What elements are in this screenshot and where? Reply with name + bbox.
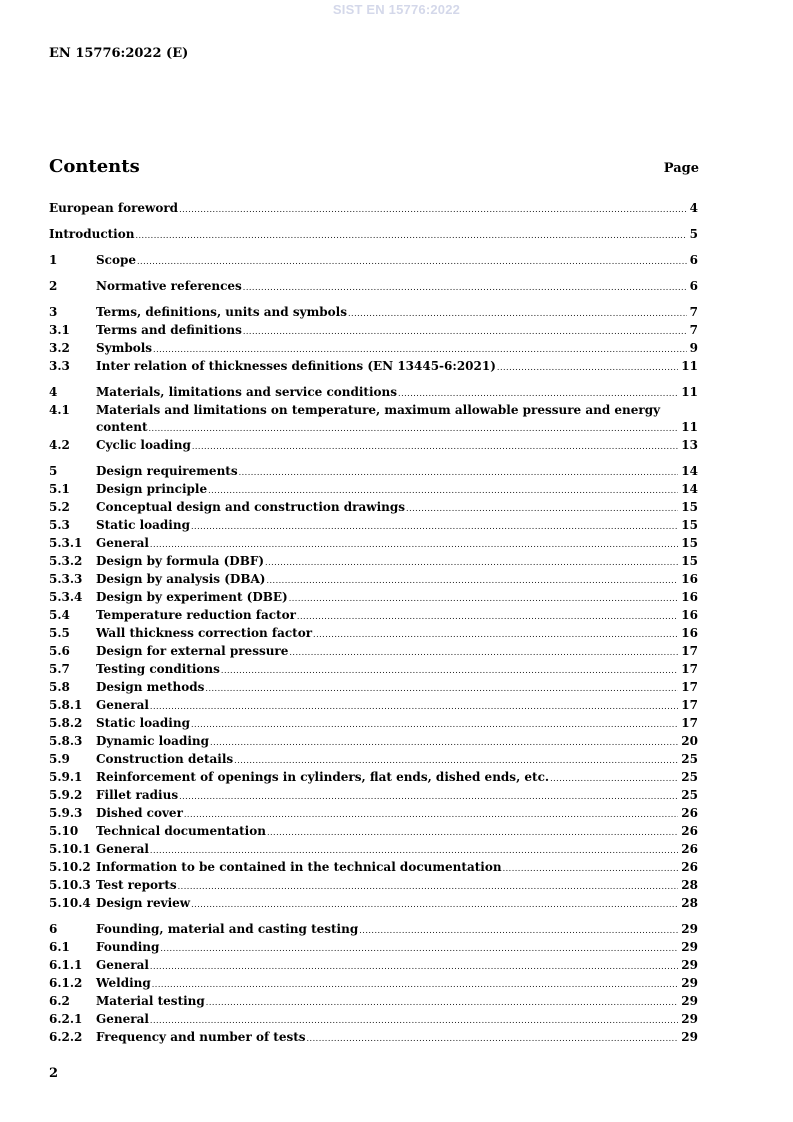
toc-group xyxy=(49,304,698,376)
toc-entry-title[interactable]: Static loading xyxy=(96,518,190,532)
toc-leader-dots xyxy=(297,608,678,625)
toc-leader-dots xyxy=(550,770,678,787)
toc-leader-dots xyxy=(184,806,678,823)
toc-entry-title[interactable]: Technical documentation xyxy=(96,824,266,838)
toc-leader-dots xyxy=(243,323,687,340)
toc-entry[interactable] xyxy=(49,841,698,859)
toc-entry-page: 28 xyxy=(681,896,698,910)
toc-leader-dots xyxy=(152,976,679,993)
toc-entry[interactable] xyxy=(49,499,698,517)
toc-entry-page: 14 xyxy=(681,482,698,496)
toc-entry[interactable] xyxy=(49,571,698,589)
toc-entry-title[interactable]: Inter relation of thicknesses definitions (EN 13445-6:2021) xyxy=(96,359,496,373)
toc-entry[interactable] xyxy=(49,200,698,218)
toc-entry-number: 3.1 xyxy=(49,323,70,337)
toc-entry-number: 5.5 xyxy=(49,626,70,640)
toc-entry[interactable] xyxy=(49,589,698,607)
toc-entry-number: 5.7 xyxy=(49,662,70,676)
toc-entry-title[interactable]: Cyclic loading xyxy=(96,438,191,452)
toc-entry-number: 5.3.2 xyxy=(49,554,83,568)
toc-entry[interactable] xyxy=(49,625,698,643)
toc-entry-page: 6 xyxy=(689,253,698,267)
toc-entry-page: 15 xyxy=(681,518,698,532)
toc-leader-dots xyxy=(210,734,678,751)
toc-entry-page: 15 xyxy=(681,500,698,514)
page-column-label: Page xyxy=(663,161,699,176)
toc-entry-page: 26 xyxy=(681,806,698,820)
toc-entry-page: 16 xyxy=(681,626,698,640)
toc-entry[interactable] xyxy=(49,895,698,913)
toc-entry-number: 5.10.2 xyxy=(49,860,91,874)
toc-entry[interactable] xyxy=(49,517,698,535)
toc-entry-page: 20 xyxy=(681,734,698,748)
toc-leader-dots xyxy=(406,500,678,517)
toc-entry[interactable] xyxy=(49,993,698,1011)
toc-entry-title[interactable]: Design principle xyxy=(96,482,208,496)
toc-leader-dots xyxy=(148,420,678,437)
toc-leader-dots xyxy=(137,253,687,270)
toc-entry[interactable] xyxy=(49,643,698,661)
toc-entry-number: 5.2 xyxy=(49,500,70,514)
toc-entry-page: 29 xyxy=(681,1012,698,1026)
toc-leader-dots xyxy=(178,878,679,895)
toc-entry-number: 3.2 xyxy=(49,341,70,355)
toc-entry-page: 26 xyxy=(681,860,698,874)
toc-entry-title[interactable]: Design by experiment (DBE) xyxy=(96,590,288,604)
toc-entry[interactable] xyxy=(49,697,698,715)
toc-entry-title[interactable]: General xyxy=(96,1012,149,1026)
toc-leader-dots xyxy=(265,554,678,571)
toc-entry-title[interactable]: Normative references xyxy=(96,279,242,293)
toc-group xyxy=(49,252,698,270)
toc-entry-page: 15 xyxy=(681,536,698,550)
toc-entry[interactable] xyxy=(49,463,698,481)
toc-entry[interactable] xyxy=(49,535,698,553)
toc-entry[interactable] xyxy=(49,769,698,787)
toc-leader-dots xyxy=(179,788,678,805)
toc-leader-dots xyxy=(150,698,678,715)
toc-leader-dots xyxy=(266,572,678,589)
toc-entry-page: 13 xyxy=(681,438,698,452)
toc-entry-title[interactable]: Fillet radius xyxy=(96,788,179,802)
toc-entry-number: 6.1.1 xyxy=(49,958,83,972)
toc-entry-number: 5.8.1 xyxy=(49,698,83,712)
toc-entry-number: 1 xyxy=(49,253,58,267)
page-number: 2 xyxy=(49,1066,59,1081)
toc-leader-dots xyxy=(359,922,678,939)
toc-entry-number: 4.2 xyxy=(49,438,70,452)
toc-entry-page: 17 xyxy=(681,716,698,730)
contents-title: Contents xyxy=(49,156,140,177)
toc-leader-dots xyxy=(313,626,678,643)
toc-entry-title[interactable]: Material testing xyxy=(96,994,205,1008)
toc-entry-number: 6.2 xyxy=(49,994,70,1008)
toc-entry[interactable] xyxy=(49,939,698,957)
toc-leader-dots xyxy=(150,1012,678,1029)
toc-entry-page: 17 xyxy=(681,662,698,676)
toc-group xyxy=(49,278,698,296)
toc-entry-number: 6.1 xyxy=(49,940,70,954)
toc-leader-dots xyxy=(289,590,679,607)
toc-entry-title[interactable]: Founding xyxy=(96,940,160,954)
toc-entry-number: 5.10.3 xyxy=(49,878,91,892)
toc-entry-number: 5.4 xyxy=(49,608,70,622)
toc-entry-title[interactable]: Temperature reduction factor xyxy=(96,608,296,622)
toc-entry-number: 5.9.3 xyxy=(49,806,83,820)
toc-leader-dots xyxy=(150,536,678,553)
toc-leader-dots xyxy=(503,860,679,877)
toc-entry-page: 25 xyxy=(681,752,698,766)
toc-entry-title[interactable]: Design methods xyxy=(96,680,205,694)
toc-entry-page: 15 xyxy=(681,554,698,568)
toc-entry[interactable] xyxy=(49,823,698,841)
toc-entry-number: 6.2.2 xyxy=(49,1030,83,1044)
toc-leader-dots xyxy=(205,680,678,697)
toc-entry[interactable] xyxy=(49,787,698,805)
toc-entry-page: 29 xyxy=(681,976,698,990)
toc-entry-number: 5.8 xyxy=(49,680,70,694)
toc-entry-title[interactable]: Design for external pressure xyxy=(96,644,289,658)
document-id: EN 15776:2022 (E) xyxy=(49,46,189,61)
toc-group xyxy=(49,226,698,244)
toc-entry[interactable] xyxy=(49,805,698,823)
toc-entry-title[interactable]: Materials, limitations and service conditions xyxy=(96,385,398,399)
toc-entry-title[interactable]: General xyxy=(96,842,149,856)
toc-leader-dots xyxy=(191,518,678,535)
toc-entry[interactable] xyxy=(49,715,698,733)
toc-leader-dots xyxy=(348,305,687,322)
toc-leader-dots xyxy=(135,227,686,244)
toc-leader-dots xyxy=(160,940,678,957)
toc-entry-page: 28 xyxy=(681,878,698,892)
toc-entry-title[interactable]: Design requirements xyxy=(96,464,238,478)
toc-leader-dots xyxy=(208,482,678,499)
toc-entry-number: 5.3.3 xyxy=(49,572,83,586)
toc-leader-dots xyxy=(150,958,678,975)
toc-entry[interactable] xyxy=(49,877,698,895)
toc-entry-title[interactable]: Reinforcement of openings in cylinders, flat ends, dished ends, etc. xyxy=(96,770,550,784)
toc-entry-number: 3.3 xyxy=(49,359,70,373)
toc-entry-continuation[interactable] xyxy=(49,419,698,437)
toc-entry-page: 29 xyxy=(681,1030,698,1044)
toc-entry-title[interactable]: Dynamic loading xyxy=(96,734,210,748)
toc-entry-page: 26 xyxy=(681,842,698,856)
toc-entry-title[interactable]: General xyxy=(96,958,149,972)
toc-entry-page: 6 xyxy=(689,279,698,293)
toc-leader-dots xyxy=(221,662,678,679)
toc-entry[interactable] xyxy=(49,1029,698,1047)
toc-entry[interactable] xyxy=(49,252,698,270)
toc-leader-dots xyxy=(307,1030,679,1047)
toc-entry[interactable] xyxy=(49,384,698,402)
toc-entry-number: 5.3 xyxy=(49,518,70,532)
toc-entry[interactable] xyxy=(49,358,698,376)
toc-entry-title[interactable]: Wall thickness correction factor xyxy=(96,626,313,640)
toc-entry-page: 16 xyxy=(681,590,698,604)
toc-entry-number: 5 xyxy=(49,464,58,478)
toc-entry-page: 29 xyxy=(681,940,698,954)
toc-entry-title[interactable]: Design review xyxy=(96,896,191,910)
toc-entry-number: 5.10 xyxy=(49,824,79,838)
toc-entry-number: 5.9 xyxy=(49,752,70,766)
toc-leader-dots xyxy=(192,438,678,455)
toc-leader-dots xyxy=(497,359,678,376)
toc-leader-dots xyxy=(239,464,679,481)
toc-entry[interactable] xyxy=(49,1011,698,1029)
toc-entry-number: 5.8.3 xyxy=(49,734,83,748)
toc-entry-number: 5.10.1 xyxy=(49,842,91,856)
watermark: SIST EN 15776:2022 xyxy=(332,2,461,17)
toc-entry-page: 9 xyxy=(689,341,698,355)
toc-leader-dots xyxy=(153,341,687,358)
toc-entry-title[interactable]: Introduction xyxy=(49,227,135,241)
toc-leader-dots xyxy=(289,644,678,661)
toc-entry[interactable] xyxy=(49,679,698,697)
toc-leader-dots xyxy=(398,385,678,402)
toc-entry[interactable] xyxy=(49,340,698,358)
toc-entry-page: 7 xyxy=(689,323,698,337)
toc-entry-page: 17 xyxy=(681,680,698,694)
toc-entry-number: 5.3.1 xyxy=(49,536,83,550)
toc-entry-title[interactable]: Design by analysis (DBA) xyxy=(96,572,266,586)
toc-leader-dots xyxy=(234,752,678,769)
toc-entry[interactable] xyxy=(49,733,698,751)
toc-entry-title[interactable]: Terms and definitions xyxy=(96,323,242,337)
toc-entry[interactable] xyxy=(49,481,698,499)
toc-entry-title[interactable]: Information to be contained in the technical documentation xyxy=(96,860,502,874)
toc-entry-page: 5 xyxy=(689,227,698,241)
toc-entry-title[interactable]: Symbols xyxy=(96,341,153,355)
toc-entry-title[interactable]: Dished cover xyxy=(96,806,183,820)
toc-entry-title[interactable]: Conceptual design and construction drawings xyxy=(96,500,406,514)
toc-entry-page: 25 xyxy=(681,788,698,802)
toc-entry-number: 6 xyxy=(49,922,58,936)
toc-entry-number: 5.3.4 xyxy=(49,590,83,604)
toc-entry-page: 7 xyxy=(689,305,698,319)
toc-entry[interactable] xyxy=(49,921,698,939)
toc-entry-title[interactable]: Scope xyxy=(96,253,137,267)
toc-entry[interactable] xyxy=(49,553,698,571)
toc-entry-page: 11 xyxy=(681,359,698,373)
toc-leader-dots xyxy=(179,201,687,218)
toc-entry-title[interactable]: Welding xyxy=(96,976,151,990)
toc-entry-page: 17 xyxy=(681,644,698,658)
toc-entry-number: 5.6 xyxy=(49,644,70,658)
toc-entry[interactable] xyxy=(49,226,698,244)
toc-entry-page: 16 xyxy=(681,608,698,622)
toc-leader-dots xyxy=(191,896,678,913)
toc-entry-title[interactable]: European foreword xyxy=(49,201,179,215)
toc-leader-dots xyxy=(267,824,678,841)
toc-entry-number: 2 xyxy=(49,279,58,293)
toc-entry-page: 17 xyxy=(681,698,698,712)
toc-entry-number: 6.2.1 xyxy=(49,1012,83,1026)
toc-entry-number: 5.10.4 xyxy=(49,896,91,910)
toc-leader-dots xyxy=(206,994,679,1011)
toc-entry-number: 5.8.2 xyxy=(49,716,83,730)
toc-entry[interactable] xyxy=(49,661,698,679)
toc-entry-page: 29 xyxy=(681,922,698,936)
toc-group xyxy=(49,463,698,913)
toc-entry[interactable] xyxy=(49,278,698,296)
toc-entry-number: 6.1.2 xyxy=(49,976,83,990)
toc-entry-page: 4 xyxy=(689,201,698,215)
table-of-contents xyxy=(49,200,698,1055)
toc-entry-number: 3 xyxy=(49,305,58,319)
toc-entry[interactable] xyxy=(49,975,698,993)
toc-entry-number: 5.9.1 xyxy=(49,770,83,784)
toc-entry-title[interactable]: Testing conditions xyxy=(96,662,220,676)
toc-group xyxy=(49,384,698,455)
toc-entry-number: 4 xyxy=(49,385,58,399)
toc-entry-title[interactable]: Test reports xyxy=(96,878,177,892)
toc-entry-page: 29 xyxy=(681,958,698,972)
toc-group xyxy=(49,200,698,218)
toc-entry-page: 11 xyxy=(681,385,698,399)
toc-leader-dots xyxy=(150,842,678,859)
toc-entry-title[interactable]: Materials and limitations on temperature, maximum allowable pressure and energy xyxy=(96,403,661,417)
toc-entry-title[interactable]: Static loading xyxy=(96,716,190,730)
toc-entry-title[interactable]: General xyxy=(96,698,149,712)
toc-entry-number: 4.1 xyxy=(49,403,70,417)
toc-entry-page: 29 xyxy=(681,994,698,1008)
toc-entry-page: 14 xyxy=(681,464,698,478)
toc-group xyxy=(49,921,698,1047)
toc-entry-title[interactable]: Founding, material and casting testing xyxy=(96,922,359,936)
toc-entry[interactable] xyxy=(49,437,698,455)
toc-entry-number: 5.9.2 xyxy=(49,788,83,802)
toc-entry[interactable] xyxy=(49,957,698,975)
toc-entry-page: 25 xyxy=(681,770,698,784)
toc-entry-title-continued[interactable]: content xyxy=(96,420,148,434)
toc-entry-title[interactable]: Design by formula (DBF) xyxy=(96,554,265,568)
toc-entry[interactable] xyxy=(49,859,698,877)
toc-entry-title[interactable]: General xyxy=(96,536,149,550)
toc-entry[interactable] xyxy=(49,751,698,769)
toc-entry[interactable] xyxy=(49,607,698,625)
contents-header xyxy=(49,156,699,182)
toc-leader-dots xyxy=(243,279,687,296)
toc-entry-page: 11 xyxy=(681,420,698,434)
toc-entry-page: 16 xyxy=(681,572,698,586)
toc-entry-title[interactable]: Construction details xyxy=(96,752,234,766)
toc-leader-dots xyxy=(191,716,678,733)
toc-entry-title[interactable]: Terms, definitions, units and symbols xyxy=(96,305,347,319)
toc-entry[interactable] xyxy=(49,402,698,419)
toc-entry[interactable] xyxy=(49,322,698,340)
toc-entry[interactable] xyxy=(49,304,698,322)
toc-entry-page: 26 xyxy=(681,824,698,838)
toc-entry-title[interactable]: Frequency and number of tests xyxy=(96,1030,306,1044)
toc-entry-number: 5.1 xyxy=(49,482,70,496)
